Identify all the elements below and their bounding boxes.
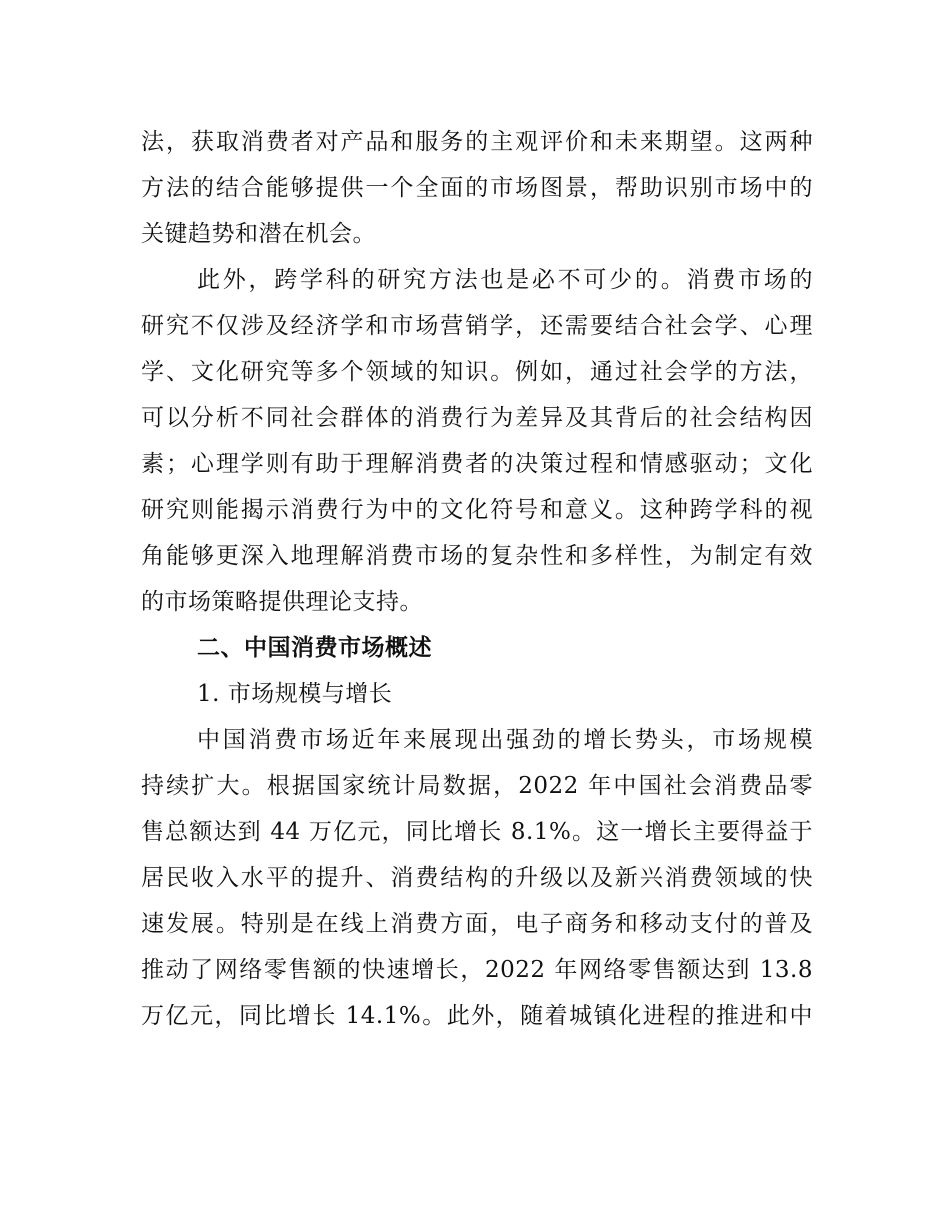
subsection-heading: 1. 市场规模与增长 — [197, 681, 393, 707]
text-line: 素；心理学则有助于理解消费者的决策过程和情感驱动；文化 — [141, 451, 813, 477]
text-line: 研究则能揭示消费行为中的文化符号和意义。这种跨学科的视 — [141, 497, 813, 523]
text-line: 方法的结合能够提供一个全面的市场图景，帮助识别市场中的 — [141, 175, 813, 201]
text-line: 此外，跨学科的研究方法也是必不可少的。消费市场的 — [197, 267, 813, 293]
text-line: 万亿元，同比增长 14.1%。此外，随着城镇化进程的推进和中 — [141, 1003, 813, 1029]
document-page — [141, 119, 813, 1039]
text-line: 居民收入水平的提升、消费结构的升级以及新兴消费领域的快 — [141, 865, 813, 891]
text-line: 中国消费市场近年来展现出强劲的增长势头，市场规模 — [197, 727, 813, 753]
text-line: 法，获取消费者对产品和服务的主观评价和未来期望。这两种 — [141, 129, 813, 155]
text-line: 的市场策略提供理论支持。 — [141, 589, 423, 615]
text-line: 角能够更深入地理解消费市场的复杂性和多样性，为制定有效 — [141, 543, 813, 569]
paragraph-1 — [141, 119, 813, 257]
text-line: 学、文化研究等多个领域的知识。例如，通过社会学的方法， — [141, 359, 813, 385]
text-line: 研究不仅涉及经济学和市场营销学，还需要结合社会学、心理 — [141, 313, 813, 339]
text-line: 速发展。特别是在线上消费方面，电子商务和移动支付的普及 — [141, 911, 813, 937]
text-line: 可以分析不同社会群体的消费行为差异及其背后的社会结构因 — [141, 405, 813, 431]
paragraph-2 — [141, 257, 813, 625]
text-line: 推动了网络零售额的快速增长，2022 年网络零售额达到 13.8 — [141, 957, 813, 983]
text-line: 持续扩大。根据国家统计局数据，2022 年中国社会消费品零 — [141, 773, 813, 799]
text-line: 关键趋势和潜在机会。 — [141, 221, 376, 247]
paragraph-3 — [141, 717, 813, 1039]
text-line: 售总额达到 44 万亿元，同比增长 8.1%。这一增长主要得益于 — [141, 819, 813, 845]
section-heading: 二、中国消费市场概述 — [197, 635, 432, 661]
